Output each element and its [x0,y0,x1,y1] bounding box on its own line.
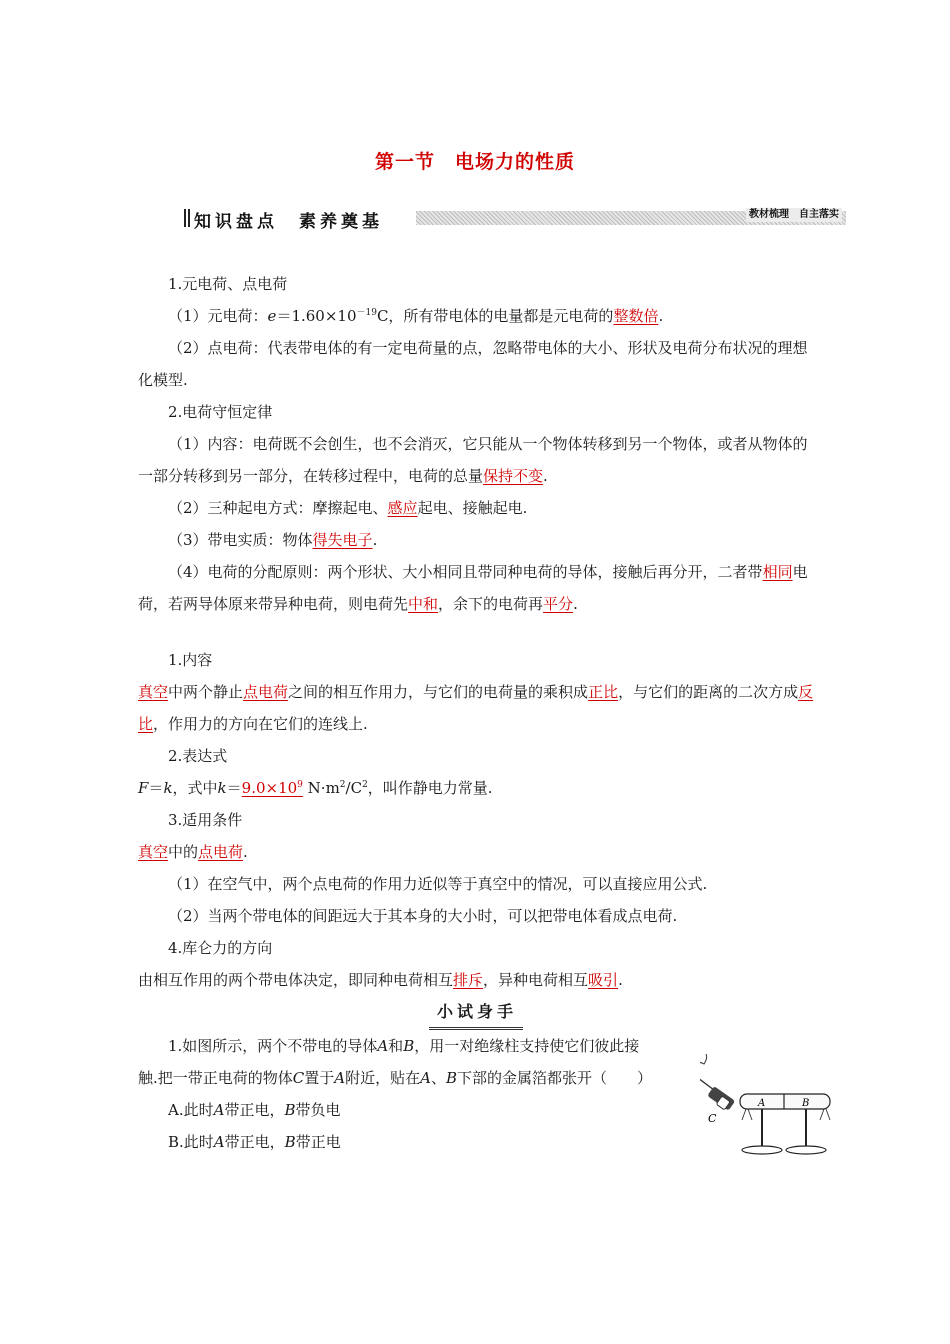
paragraph-coulomb-law: 真空中两个静止点电荷之间的相互作用力，与它们的电荷量的乘积成正比，与它们的距离的二次方成反比，作用力的方向在它们的连线上. [138,683,814,733]
paragraph-conservation-content: （1）内容：电荷既不会创生，也不会消灭，它只能从一个物体转移到另一个物体，或者从物体的一部分转移到另一部分，在转移过程中，电荷的总量保持不变. [138,435,808,485]
paragraph-charging-methods: （2）三种起电方式：摩擦起电、感应起电、接触起电. [168,499,528,517]
foil-b [820,1109,830,1120]
answer-blank: 点电荷 [198,843,244,861]
answer-blank: 正比 [588,683,619,701]
heading-expression: 2.表达式 [168,747,228,765]
paragraph-point-charge: （2）点电荷：代表带电体的有一定电荷量的点，忽略带电体的大小、形状及电荷分布状况的理想化模型. [138,339,808,389]
heading-elementary-charge: 1.元电荷、点电荷 [168,275,288,293]
try-section-title: 小试身手 [138,996,814,1030]
paragraph-conditions: 真空中的点电荷. [138,843,248,861]
charged-rod [700,1054,735,1111]
spacer [138,620,814,644]
answer-blank: 反比 [138,683,814,733]
band-marks [184,209,190,227]
paragraph-elementary-charge: （1）元电荷：$e=1.60\times 10^{-19}C$，所有带电体的电量都是元电荷的整数倍. [168,307,664,325]
answer-blank: 平分 [543,595,574,613]
answer-blank: 整数倍 [613,307,659,325]
answer-blank: 点电荷 [243,683,289,701]
paragraph-distribution-rule: （4）电荷的分配原则：两个形状、大小相同且带同种电荷的导体，接触后再分开，二者带相同电荷，若两导体原来带异种电荷，则电荷先中和，余下的电荷再平分. [138,563,808,613]
answer-blank: 中和 [408,595,439,613]
question-1-option-a[interactable]: A.此时A带正电，B带负电 [168,1101,341,1119]
content-body [138,268,814,1158]
section-band-label: 知识盘点 素养奠基 [194,212,383,232]
heading-conditions: 3.适用条件 [168,811,243,829]
heading-coulomb-content: 1.内容 [168,651,213,669]
question-1-stem: 1.如图所示，两个不带电的导体A和B，用一对绝缘柱支持使它们彼此接触.把一带正电荷的物体C置于A附近，贴在A、B下部的金属箔都张开（ ） [138,1037,653,1087]
answer-blank: 真空 [138,683,169,701]
paragraph-charging-essence: （3）带电实质：物体得失电子. [168,531,378,549]
heading-direction: 4.库仑力的方向 [168,939,273,957]
base-left [742,1146,782,1154]
answer-blank: 排斥 [453,971,484,989]
section-band-tag: 教材梳理 自主落实 [746,208,842,222]
answer-blank: 真空 [138,843,169,861]
paragraph-direction: 由相互作用的两个带电体决定，即同种电荷相互排斥，异种电荷相互吸引. [138,971,623,989]
answer-blank: 相同 [762,563,793,581]
page-title: 第一节 电场力的性质 [374,151,575,173]
foil-a [742,1109,752,1120]
base-right [786,1146,826,1154]
paragraph-formula: F＝k，式中$k=9.0\times 10^9$ $N\cdot m^2/C^2$，叫作静电力常量. [138,779,493,797]
heading-charge-conservation: 2.电荷守恒定律 [168,403,273,421]
answer-blank: 保持不变 [483,467,544,485]
answer-blank: $9.0\times 10^9$ [241,779,303,797]
paragraph-condition-2: （2）当两个带电体的间距远大于其本身的大小时，可以把带电体看成点电荷. [168,907,678,925]
conductor-figure [700,1052,845,1162]
label-a: A [758,1098,766,1109]
question-1-option-b[interactable]: B.此时A带正电，B带正电 [168,1133,341,1151]
section-band [184,208,846,232]
paragraph-condition-1: （1）在空气中，两个点电荷的作用力近似等于真空中的情况，可以直接应用公式. [168,875,708,893]
answer-blank: 吸引 [588,971,619,989]
answer-blank: 感应 [387,499,418,517]
label-b: B [802,1098,810,1109]
conductor-body [740,1094,830,1109]
label-c: C [708,1112,717,1125]
answer-blank: 得失电子 [312,531,373,549]
